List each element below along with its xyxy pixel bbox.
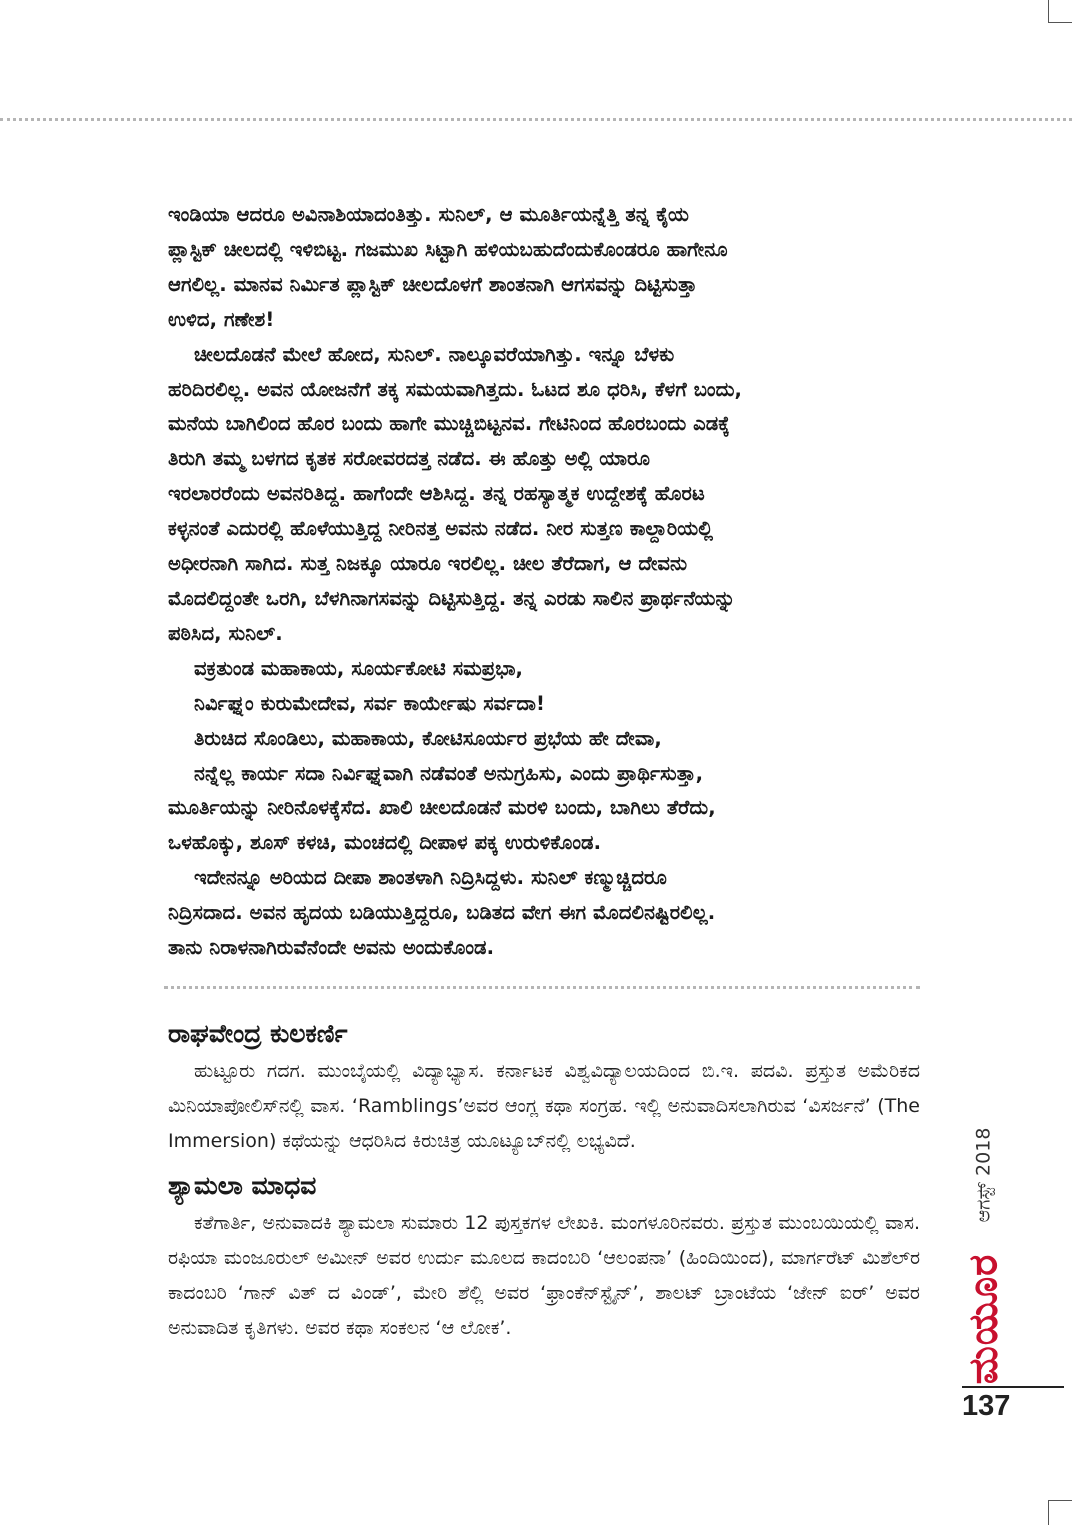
story-line: ನಿದ್ರಿಸದಾದ. ಅವನ ಹೃದಯ ಬಡಿಯುತ್ತಿದ್ದರೂ, ಬಡಿತದ ವೇಗ ಈಗ ಮೊದಲಿನಷ್ಟಿರಲಿಲ್ಲ. <box>168 901 716 925</box>
story-line: ಚೀಲದೊಡನೆ ಮೇಲೆ ಹೋದ, ಸುನಿಲ್. ನಾಲ್ಕೂವರೆಯಾಗಿತ್ತು. ಇನ್ನೂ ಬೆಳಕು <box>194 342 675 366</box>
page-number-rule <box>962 1386 1064 1388</box>
crop-mark-top-right <box>1048 0 1049 22</box>
translator-bio: ಕತೆಗಾರ್ತಿ, ಅನುವಾದಕಿ ಶ್ಯಾಮಲಾ ಸುಮಾರು 12 ಪುಸ್ತಕಗಳ ಲೇಖಕಿ. ಮಂಗಳೂರಿನವರು. ಪ್ರಸ್ತುತ ಮುಂಬಯಿಯಲ್ಲಿ ವಾಸ. ರಫಿಯಾ ಮಂಜೂರುಲ್ ಅಮೀನ್ ಅವರ ಉರ್ದು ಮೂಲದ ಕಾದಂಬರಿ ‘ಆಲಂಪನಾ’ (ಹಿಂದಿಯಿಂದ), ಮಾರ್ಗರೆಟ್ ಮಿಶೆಲ್‌ರ ಕಾದಂಬರಿ ‘ಗಾನ್ ವಿತ್ ದ ವಿಂಡ್’, ಮೇರಿ ಶೆಲ್ಲಿ ಅವರ ‘ಫ್ರಾಂಕೆನ್‌ಸ್ಟೈನ್’, ಶಾಲಟ್ ಬ್ರಾಂಟೆಯ ‘ಜೇನ್ ಐರ್’ ಅವರ ಅನುವಾದಿತ ಕೃತಿಗಳು. ಅವರ ಕಥಾ ಸಂಕಲನ ‘ಆ ಲೋಕ’. <box>168 1211 920 1340</box>
story-line: ಒಳಹೊಕ್ಕು, ಶೂಸ್ ಕಳಚಿ, ಮಂಚದಲ್ಲಿ ದೀಪಾಳ ಪಕ್ಕ ಉರುಳಿಕೊಂಡ. <box>168 831 602 855</box>
magazine-logo <box>948 1253 1018 1385</box>
story-body <box>168 198 920 966</box>
crop-mark-bottom-right <box>1048 1500 1072 1501</box>
contributor-bios <box>168 1014 920 1352</box>
story-line: ಮನೆಯ ಬಾಗಿಲಿಂದ ಹೊರ ಬಂದು ಹಾಗೇ ಮುಚ್ಚಿಬಿಟ್ಟನವ. ಗೇಟಿನಿಂದ ಹೊರಬಂದು ಎಡಕ್ಕೆ <box>168 412 730 436</box>
story-line: ಪಠಿಸಿದ, ಸುನಿಲ್. <box>168 621 283 645</box>
prayer-verse-line: ನಿರ್ವಿಘ್ನಂ ಕುರುಮೇದೇವ, ಸರ್ವ ಕಾರ್ಯೇಷು ಸರ್ವದಾ! <box>194 691 545 715</box>
magazine-logo-text: ಮಯೂರ <box>960 1253 1006 1385</box>
story-line: ತಿರುಗಿ ತಮ್ಮ ಬಳಗದ ಕೃತಕ ಸರೋವರದತ್ತ ನಡೆದ. ಈ ಹೊತ್ತು ಅಲ್ಲಿ ಯಾರೂ <box>168 447 651 471</box>
story-line: ಆಗಲಿಲ್ಲ. ಮಾನವ ನಿರ್ಮಿತ ಪ್ಲಾಸ್ಟಿಕ್ ಚೀಲದೊಳಗೆ ಶಾಂತನಾಗಿ ಆಗಸವನ್ನು ದಿಟ್ಟಿಸುತ್ತಾ <box>168 272 698 296</box>
story-line: ಮೊದಲಿದ್ದಂತೇ ಒರಗಿ, ಬೆಳಗಿನಾಗಸವನ್ನು ದಿಟ್ಟಿಸುತ್ತಿದ್ದ. ತನ್ನ ಎರಡು ಸಾಲಿನ ಪ್ರಾರ್ಥನೆಯನ್ನು <box>168 586 736 610</box>
section-dotted-divider <box>164 986 920 989</box>
story-line: ಅಧೀರನಾಗಿ ಸಾಗಿದ. ಸುತ್ತ ನಿಜಕ್ಕೂ ಯಾರೂ ಇರಲಿಲ್ಲ. ಚೀಲ ತೆರೆದಾಗ, ಆ ದೇವನು <box>168 552 688 576</box>
story-line: ಹರಿದಿರಲಿಲ್ಲ. ಅವನ ಯೋಜನೆಗೆ ತಕ್ಕ ಸಮಯವಾಗಿತ್ತದು. ಓಟದ ಶೂ ಧರಿಸಿ, ಕೆಳಗೆ ಬಂದು, <box>168 377 743 401</box>
crop-mark-top-right <box>1048 22 1072 23</box>
story-line: ಇರಲಾರರೆಂದು ಅವನರಿತಿದ್ದ. ಹಾಗೆಂದೇ ಆಶಿಸಿದ್ದ. ತನ್ನ ರಹಸ್ಯಾತ್ಮಕ ಉದ್ದೇಶಕ್ಕೆ ಹೊರಟ <box>168 482 705 506</box>
story-line: ತಾನು ನಿರಾಳನಾಗಿರುವೆನೆಂದೇ ಅವನು ಅಂದುಕೊಂಡ. <box>168 936 495 960</box>
author-name: ರಾಘವೇಂದ್ರ ಕುಲಕರ್ಣಿ <box>168 1019 348 1048</box>
translator-name: ಶ್ಯಾಮಲಾ ಮಾಧವ <box>168 1170 317 1200</box>
issue-date-text: ಆಗಸ್ಟ್ 2018 <box>972 1127 995 1223</box>
page-number: 137 <box>962 1390 1011 1422</box>
prayer-verse-line: ವಕ್ರತುಂಡ ಮಹಾಕಾಯ, ಸೂರ್ಯಕೋಟಿ ಸಮಪ್ರಭಾ, <box>194 656 524 680</box>
story-line: ಇದೇನನ್ನೂ ಅರಿಯದ ದೀಪಾ ಶಾಂತಳಾಗಿ ನಿದ್ರಿಸಿದ್ದಳು. ಸುನಿಲ್ ಕಣ್ಮುಚ್ಚಿದರೂ <box>194 866 667 890</box>
story-line: ಕಳ್ಳನಂತೆ ಎದುರಲ್ಲಿ ಹೊಳೆಯುತ್ತಿದ್ದ ನೀರಿನತ್ತ ಅವನು ನಡೆದ. ನೀರ ಸುತ್ತಣ ಕಾಲ್ದಾರಿಯಲ್ಲಿ <box>168 517 714 541</box>
prayer-verse-line: ತಿರುಚಿದ ಸೊಂಡಿಲು, ಮಹಾಕಾಯ, ಕೋಟಿಸೂರ್ಯರ ಪ್ರಭೆಯ ಹೇ ದೇವಾ, <box>194 726 662 750</box>
story-line: ಇಂಡಿಯಾ ಆದರೂ ಅವಿನಾಶಿಯಾದಂತಿತ್ತು. ಸುನಿಲ್, ಆ ಮೂರ್ತಿಯನ್ನೆತ್ತಿ ತನ್ನ ಕೈಯ <box>168 203 689 226</box>
story-line: ಪ್ಲಾಸ್ಟಿಕ್ ಚೀಲದಲ್ಲಿ ಇಳಿಬಿಟ್ಟ. ಗಜಮುಖ ಸಿಟ್ಟಾಗಿ ಹಳಿಯಬಹುದೆಂದುಕೊಂಡರೂ ಹಾಗೇನೂ <box>168 237 728 261</box>
author-bio: ಹುಟ್ಟೂರು ಗದಗ. ಮುಂಬೈಯಲ್ಲಿ ವಿದ್ಯಾಭ್ಯಾಸ. ಕರ್ನಾಟಕ ವಿಶ್ವವಿದ್ಯಾಲಯದಿಂದ ಬಿ.ಇ. ಪದವಿ. ಪ್ರಸ್ತುತ ಅಮೆರಿಕದ ಮಿನಿಯಾಪೋಲಿಸ್‌ನಲ್ಲಿ ವಾಸ. ‘Ramblings’ಅವರ ಆಂಗ್ಲ ಕಥಾ ಸಂಗ್ರಹ. ಇಲ್ಲಿ ಅನುವಾದಿಸಲಾಗಿರುವ ‘ವಿಸರ್ಜನೆ’ (The Immersion) ಕಥೆಯನ್ನು ಆಧರಿಸಿದ ಕಿರುಚಿತ್ರ ಯೂಟ್ಯೂಬ್‌ನಲ್ಲಿ ಲಭ್ಯವಿದೆ. <box>168 1060 920 1153</box>
top-dotted-divider <box>0 118 1072 121</box>
crop-mark-bottom-right <box>1048 1500 1049 1525</box>
prayer-verse-line: ನನ್ನೆಲ್ಲ ಕಾರ್ಯ ಸದಾ ನಿರ್ವಿಘ್ನವಾಗಿ ನಡೆವಂತೆ ಅನುಗ್ರಹಿಸು, ಎಂದು ಪ್ರಾರ್ಥಿಸುತ್ತಾ, <box>194 761 704 785</box>
story-line: ಮೂರ್ತಿಯನ್ನು ನೀರಿನೊಳಕ್ಕೆಸೆದ. ಖಾಲಿ ಚೀಲದೊಡನೆ ಮರಳಿ ಬಂದು, ಬಾಗಿಲು ತೆರೆದು, <box>168 796 716 820</box>
issue-date <box>948 1100 1018 1250</box>
story-line: ಉಳಿದ, ಗಣೇಶ! <box>168 307 275 331</box>
